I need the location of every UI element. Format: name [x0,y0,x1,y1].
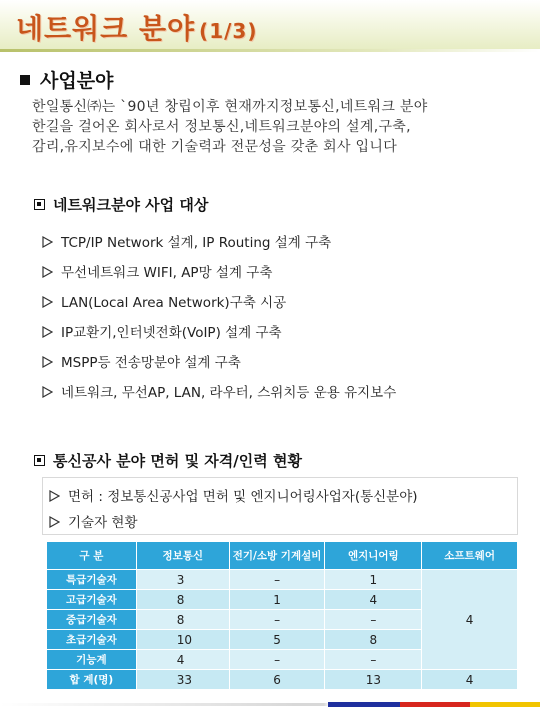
table-cell: 33 [136,670,229,690]
table-cell: 5 [229,630,325,650]
footer-bar [328,702,400,707]
table-cell: 10 [136,630,229,650]
list-item [42,318,512,348]
table-row [47,570,518,590]
page-title-text: 네트워크 분야 [16,12,196,45]
list-item [42,288,512,318]
table-header-cell: 소프트웨어 [422,542,518,570]
list-item [42,348,512,378]
triangle-bullet-icon [49,516,60,528]
triangle-bullet-icon [49,490,60,502]
table-cell: 4 [422,670,518,690]
row-label: 중급기술자 [47,610,137,630]
table-cell: 8 [136,610,229,630]
table-cell: 8 [325,630,422,650]
list-item-text: IP교환기,인터넷전화(VoIP) 설계 구축 [61,325,282,341]
license-box [42,477,518,535]
table-cell: 6 [229,670,325,690]
staff-line-text: 기술자 현황 [68,515,138,531]
triangle-bullet-icon [42,386,53,398]
footer-bar [400,702,470,707]
row-label: 초급기술자 [47,630,137,650]
license-heading-text: 통신공사 분야 면허 및 자격/인력 현황 [53,452,302,470]
table-total-row [47,670,518,690]
page-title [16,7,257,47]
boxed-square-icon [34,199,45,210]
square-bullet-icon [20,75,30,85]
list-item [42,378,512,408]
license-heading [34,450,302,471]
intro-paragraph: 한일통신㈜는 `90년 창립이후 현재까지정보통신,네트워크 분야 한길을 걸어온 회사로서 정보통신,네트워크분야의 설계,구축, 감리,유지보수에 대한 기술력과 전문성을 갖춘 회사 입니다 [32,99,428,155]
triangle-bullet-icon [42,326,53,338]
triangle-bullet-icon [42,356,53,368]
staff-line [49,511,138,531]
table-cell: – [325,610,422,630]
list-item-text: LAN(Local Area Network)구축 시공 [61,295,287,311]
list-item-text: MSPP등 전송망분야 설계 구축 [61,355,241,371]
network-list [42,228,512,408]
table-cell: 13 [325,670,422,690]
license-line [49,485,418,505]
table-cell: – [229,650,325,670]
table-cell: 4 [136,650,229,670]
triangle-bullet-icon [42,296,53,308]
title-bar [0,0,540,50]
row-label: 기능계 [47,650,137,670]
table-cell: 1 [325,570,422,590]
table-header-row [47,542,518,570]
list-item-text: TCP/IP Network 설계, IP Routing 설계 구축 [61,235,332,251]
table-cell: 1 [229,590,325,610]
table-cell: – [325,650,422,670]
list-item-text: 네트워크, 무선AP, LAN, 라우터, 스위치등 운용 유지보수 [61,385,397,401]
table-header-cell: 구 분 [47,542,137,570]
section-heading [20,66,113,93]
table-header-cell: 엔지니어링 [325,542,422,570]
table-cell: – [229,610,325,630]
boxed-square-icon [34,455,45,466]
row-label: 고급기술자 [47,590,137,610]
network-heading-text: 네트워크분야 사업 대상 [53,196,209,214]
footer-bar [470,702,540,707]
table-cell: 4 [325,590,422,610]
staff-table [46,541,518,690]
list-item-text: 무선네트워크 WIFI, AP망 설계 구축 [61,265,273,281]
title-underline [0,49,540,52]
table-cell: – [229,570,325,590]
page-number: (1/3) [199,19,258,43]
software-merged-cell: 4 [422,570,518,670]
total-label: 합 계(명) [47,670,137,690]
list-item [42,258,512,288]
row-label: 특급기술자 [47,570,137,590]
table-cell: 8 [136,590,229,610]
license-line-text: 면허 : 정보통신공사업 면허 및 엔지니어링사업자(통신분야) [68,489,418,505]
table-header-cell: 전기/소방 기계설비 [229,542,325,570]
triangle-bullet-icon [42,266,53,278]
triangle-bullet-icon [42,236,53,248]
section-heading-text: 사업분야 [40,70,114,92]
list-item [42,228,512,258]
footer-color-bars [328,702,540,707]
network-heading [34,194,208,215]
table-cell: 3 [136,570,229,590]
table-header-cell: 정보통신 [136,542,229,570]
